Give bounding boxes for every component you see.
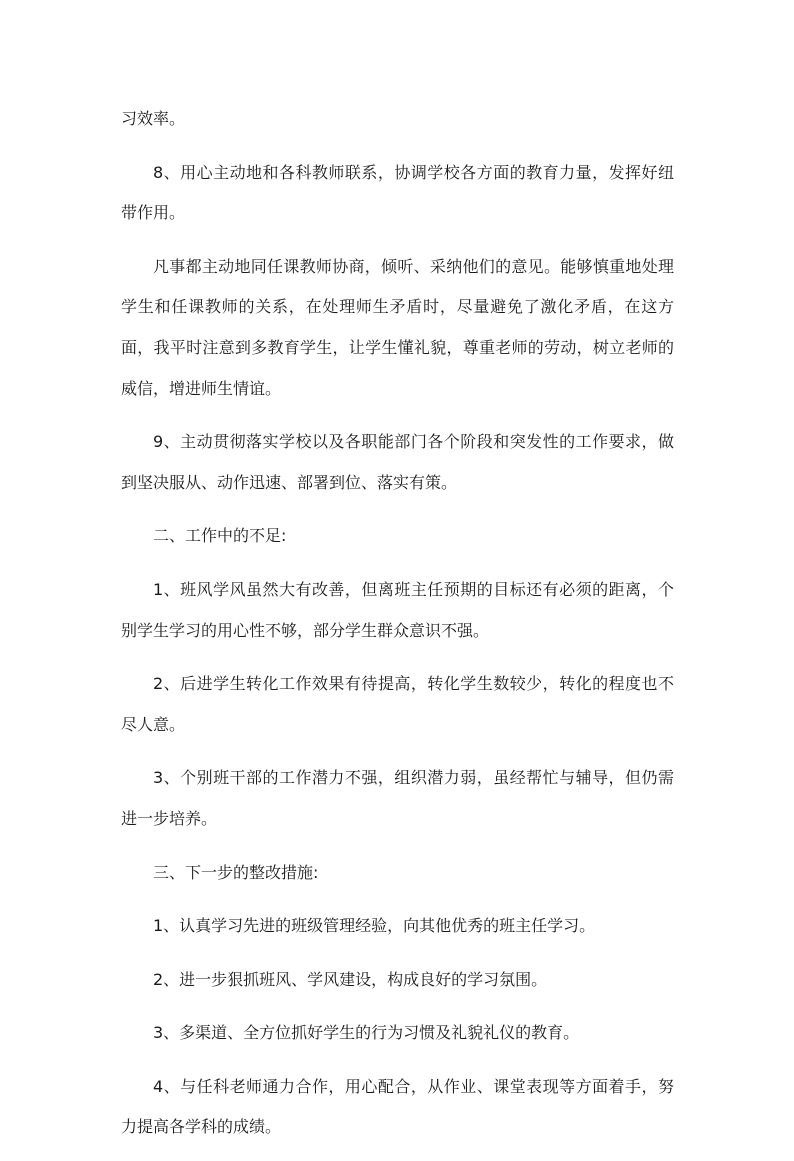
document-body (121, 99, 674, 1161)
paragraph-7: 2、后进学生转化工作效果有待提高，转化学生数较少，转化的程度也不尽人意。 (121, 674, 674, 734)
section-heading-measures: 三、下一步的整改措施: (153, 862, 319, 882)
paragraph-12: 3、多渠道、全方位抓好学生的行为习惯及礼貌礼仪的教育。 (153, 1023, 580, 1043)
paragraph-3: 凡事都主动地同任课教师协商，倾听、采纳他们的意见。能够慎重地处理学生和任课教师的关系，在处理师生矛盾时，尽量避免了激化矛盾，在这方面，我平时注意到多教育学生，让学生懂礼貌，尊重老师的劳动，树立老师的威信，增进师生情谊。 (121, 256, 674, 398)
paragraph-11: 2、进一步狠抓班风、学风建设，构成良好的学习氛围。 (153, 969, 548, 989)
paragraph-10: 1、认真学习先进的班级管理经验，向其他优秀的班主任学习。 (153, 916, 596, 936)
section-heading-shortcomings: 二、工作中的不足: (153, 526, 287, 546)
paragraph-6: 1、班风学风虽然大有改善，但离班主任预期的目标还有必须的距离，个别学生学习的用心性不够，部分学生群众意识不强。 (121, 579, 674, 640)
paragraph-4: 9、主动贯彻落实学校以及各职能部门各个阶段和突发性的工作要求，做到坚决服从、动作迅速、部署到位、落实有策。 (121, 432, 674, 492)
paragraph-13: 4、与任科老师通力合作，用心配合，从作业、课堂表现等方面着手，努力提高各学科的成绩。 (121, 1076, 674, 1137)
paragraph-1: 习效率。 (121, 109, 186, 128)
paragraph-2: 8、用心主动地和各科教师联系，协调学校各方面的教育力量，发挥好纽带作用。 (121, 162, 674, 223)
paragraph-8: 3、个别班干部的工作潜力不强，组织潜力弱，虽经帮忙与辅导，但仍需进一步培养。 (121, 768, 674, 828)
